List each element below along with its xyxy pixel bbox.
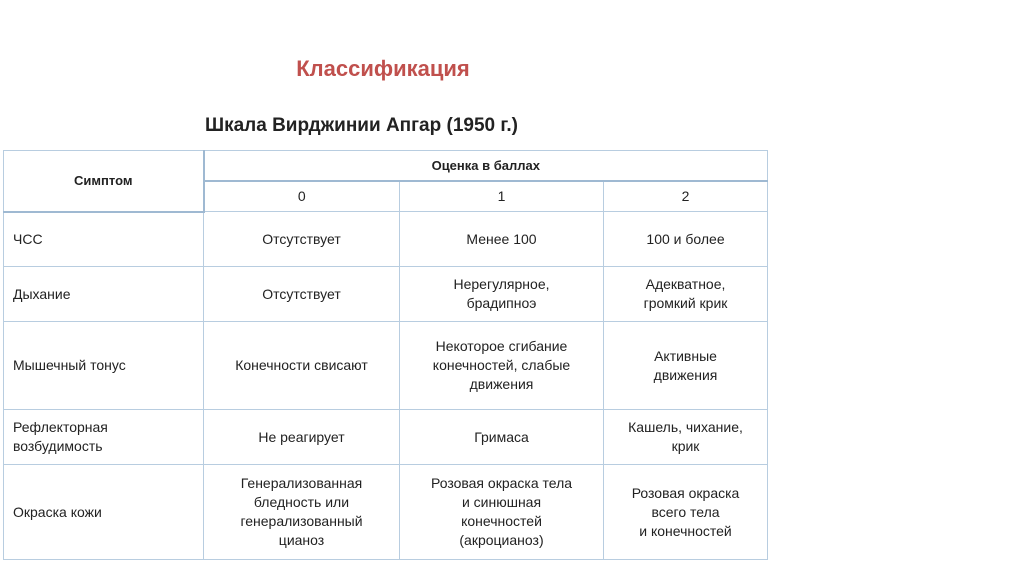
symptom-cell: Мышечный тонус [4,322,204,410]
score-2-header: 2 [604,181,768,212]
apgar-score-table [3,150,768,560]
score-2-cell: 100 и более [604,212,768,267]
table-row [4,212,768,267]
table-row [4,267,768,322]
score-0-cell: Конечности свисают [204,322,400,410]
score-1-cell: Некоторое сгибание конечностей, слабые движения [400,322,604,410]
score-1-header: 1 [400,181,604,212]
symptom-column-header: Симптом [4,151,204,212]
table-row [4,465,768,560]
score-2-cell: Кашель, чихание, крик [604,410,768,465]
table-caption: Шкала Вирджинии Апгар (1950 г.) [205,115,518,136]
table-row [4,322,768,410]
score-column-header: Оценка в баллах [204,151,768,181]
score-0-cell: Не реагирует [204,410,400,465]
score-0-header: 0 [204,181,400,212]
slide-title: Классификация [296,56,470,81]
score-0-cell: Отсутствует [204,212,400,267]
score-0-cell: Отсутствует [204,267,400,322]
score-1-cell: Нерегулярное, брадипноэ [400,267,604,322]
score-2-cell: Активные движения [604,322,768,410]
score-1-cell: Менее 100 [400,212,604,267]
score-2-cell: Розовая окраска всего тела и конечностей [604,465,768,560]
score-1-cell: Розовая окраска тела и синюшная конечностей (акроцианоз) [400,465,604,560]
score-1-cell: Гримаса [400,410,604,465]
score-0-cell: Генерализованная бледность или генерализованный цианоз [204,465,400,560]
symptom-cell: Дыхание [4,267,204,322]
score-2-cell: Адекватное, громкий крик [604,267,768,322]
symptom-cell: Рефлекторная возбудимость [4,410,204,465]
table-row [4,410,768,465]
symptom-cell: Окраска кожи [4,465,204,560]
symptom-cell: ЧСС [4,212,204,267]
